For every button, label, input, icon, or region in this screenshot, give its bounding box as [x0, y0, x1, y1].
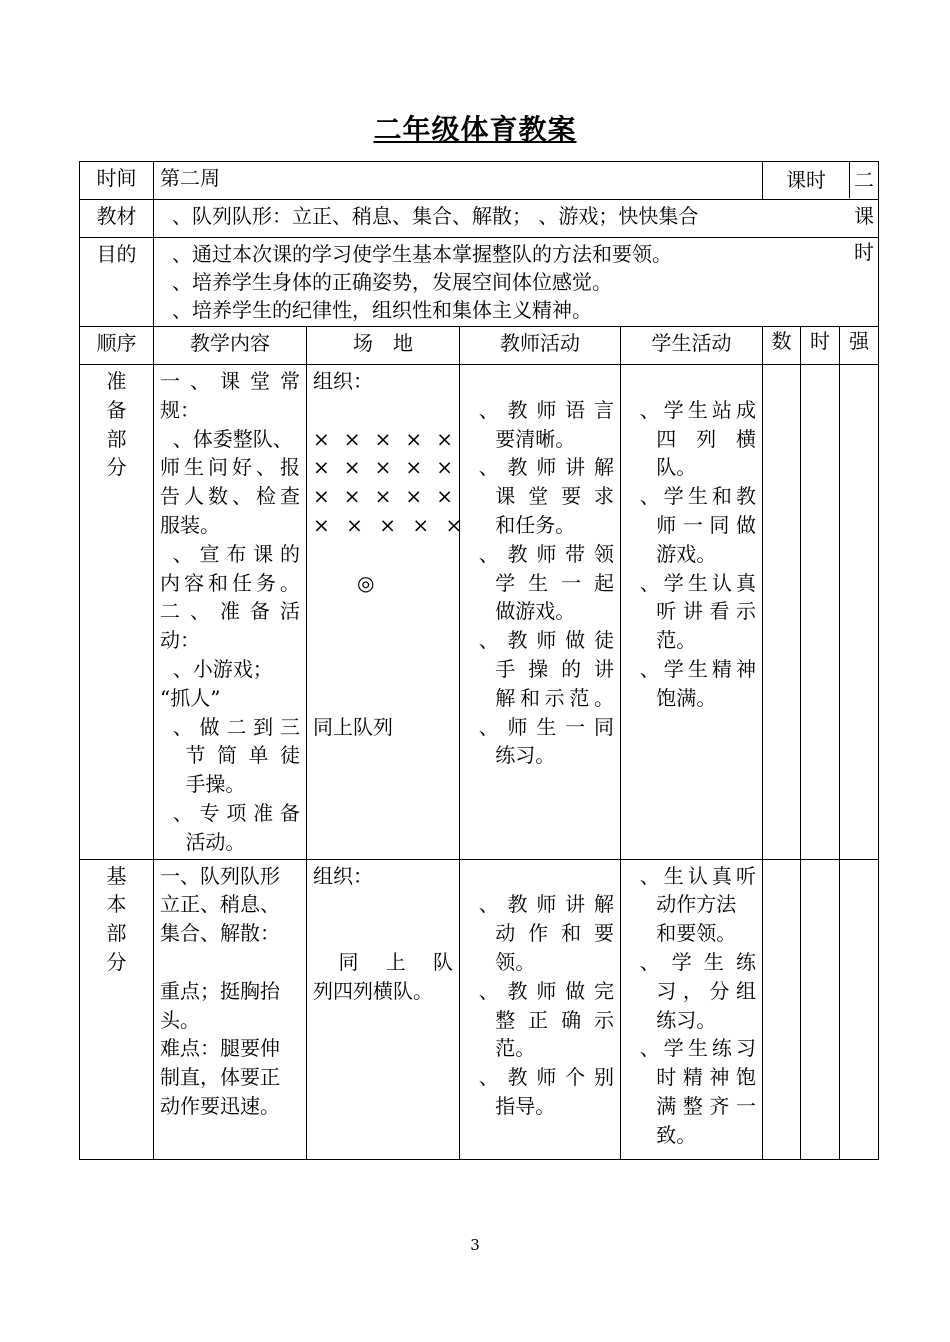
basic-section-label: 基 本 部 分	[80, 859, 154, 1159]
time-label: 时间	[80, 162, 154, 200]
header-row	[80, 162, 879, 200]
basic-time	[801, 859, 840, 1159]
goal-item: 、培养学生身体的正确姿势，发展空间体位感觉。	[172, 270, 612, 294]
column-header-row	[80, 327, 879, 365]
prep-count	[763, 365, 801, 860]
basic-teacher: 、教师讲解 动作和要 领。 、教师做完 整正确示 范。 、教师个别 指导。	[460, 859, 621, 1159]
material-label: 教材	[80, 200, 154, 238]
col-student: 学生活动	[621, 327, 763, 365]
goal-item: 、通过本次课的学习使学生基本掌握整队的方法和要领。	[172, 242, 672, 266]
prep-row	[80, 365, 879, 860]
goals-row	[80, 238, 879, 327]
venue-label: 组织：	[313, 369, 373, 393]
col-intensity: 强	[840, 327, 879, 365]
formation-row: × × × × ×	[313, 426, 453, 451]
period-label: 课时	[786, 167, 826, 192]
lesson-plan-table	[79, 161, 879, 1160]
period-value: 二课时	[849, 162, 878, 198]
period-cell	[763, 162, 879, 264]
teacher-marker: ◎	[357, 570, 375, 595]
venue-same: 同上队列	[313, 714, 393, 739]
time-value	[154, 162, 763, 200]
col-venue: 场 地	[307, 327, 460, 365]
basic-count	[763, 859, 801, 1159]
formation-row: × × × × ×	[313, 512, 468, 537]
formation-row: × × × × ×	[313, 484, 453, 509]
basic-row	[80, 859, 879, 1159]
col-content: 教学内容	[154, 327, 307, 365]
col-teacher: 教师活动	[460, 327, 621, 365]
prep-venue	[307, 365, 468, 860]
page-number: 3	[470, 1236, 480, 1254]
prep-section-label: 准 备 部 分	[80, 365, 154, 860]
basic-student: 、生认真听 动作方法 和要领。 、学生练 习，分组 练习。 、学生练习 时精神饱 满整齐一 致。	[621, 859, 763, 1159]
prep-student: 、学生站成 四列横 队。 、学生和教 师一同做 游戏。 、学生认真 听讲看示 范。 、学生精神 饱满。	[621, 365, 763, 860]
basic-venue: 组织： 同上队 列四列横队。	[307, 859, 460, 1159]
goals-list	[154, 238, 879, 327]
basic-content: 一、队列队形 立正、稍息、 集合、解散： 重点；挺胸抬 头。 难点：腿要伸 制直，体要正 动作要迅速。	[154, 859, 307, 1159]
col-order: 顺序	[80, 327, 154, 365]
formation-row: × × × × ×	[313, 455, 453, 480]
prep-time	[801, 365, 840, 860]
prep-teacher: 、教师语言 要清晰。 、教师讲解 课堂要求 和任务。 、教师带领 学生一起 做游戏。 、教师做徒 手操的讲 解和示范。 、师生一同 练习。	[460, 365, 621, 860]
material-value: 、队列队形：立正、稍息、集合、解散； 、游戏；快快集合	[154, 200, 879, 238]
prep-content: 一、课堂常 规： 、体委整队、 师生问好、报 告人数、检查 服装。 、宣布课的 内容和任务。 二、准备活 动： 、小游戏； “抓人” 、做二到三 节简单徒 手操。 、专项准备 活动。	[154, 365, 307, 860]
goal-item: 、培养学生的纪律性，组织性和集体主义精神。	[172, 298, 592, 322]
col-count: 数	[763, 327, 801, 365]
page-title: 二年级体育教案	[373, 113, 577, 146]
prep-intensity	[840, 365, 879, 860]
week-text: 第二周	[160, 166, 220, 190]
basic-intensity	[840, 859, 879, 1159]
goals-label: 目的	[80, 238, 154, 327]
col-time: 时	[801, 327, 840, 365]
material-row	[80, 200, 879, 238]
